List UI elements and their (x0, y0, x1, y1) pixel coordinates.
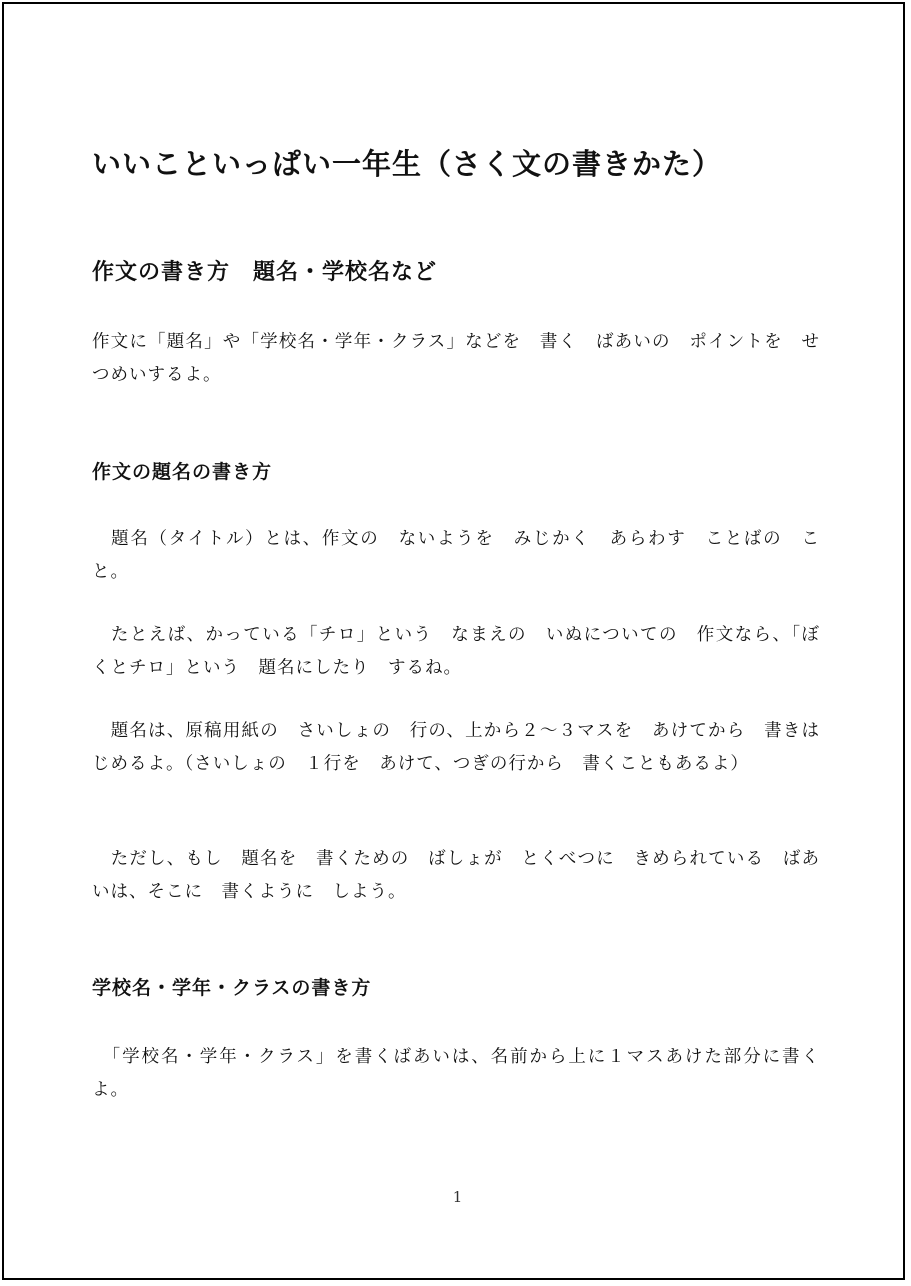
subsection-heading-title: 作文の題名の書き方 (92, 461, 273, 483)
page-number: 1 (452, 1188, 463, 1206)
document-page (2, 2, 905, 1280)
title-paragraph: ただし、もし 題名を 書くための ばしょが とくべつに きめられている ばあいは、そこに 書くように しよう。 (92, 849, 820, 902)
subsection-heading-school: 学校名・学年・クラスの書き方 (92, 977, 372, 999)
title-paragraph: たとえば、かっている「チロ」という なまえの いぬについての 作文なら、「ぼくとチロ」という 題名にしたり するね。 (92, 625, 820, 678)
section-heading: 作文の書き方 題名・学校名など (92, 260, 438, 285)
title-paragraph: 題名（タイトル）とは、作文の ないようを みじかく あらわす ことばの こと。 (92, 529, 820, 582)
intro-paragraph: 作文に「題名」や「学校名・学年・クラス」などを 書く ばあいの ポイントを せつめいするよ。 (92, 332, 820, 385)
document-title: いいこといっぱい一年生（さく文の書きかた） (92, 147, 723, 181)
title-paragraph: 題名は、原稿用紙の さいしょの 行の、上から２～３マスを あけてから 書きはじめるよ。（さいしょの １行を あけて、つぎの行から 書くこともあるよ） (92, 721, 820, 774)
school-paragraph: 「学校名・学年・クラス」を書くばあいは、名前から上に１マスあけた部分に書くよ。 (92, 1047, 820, 1100)
